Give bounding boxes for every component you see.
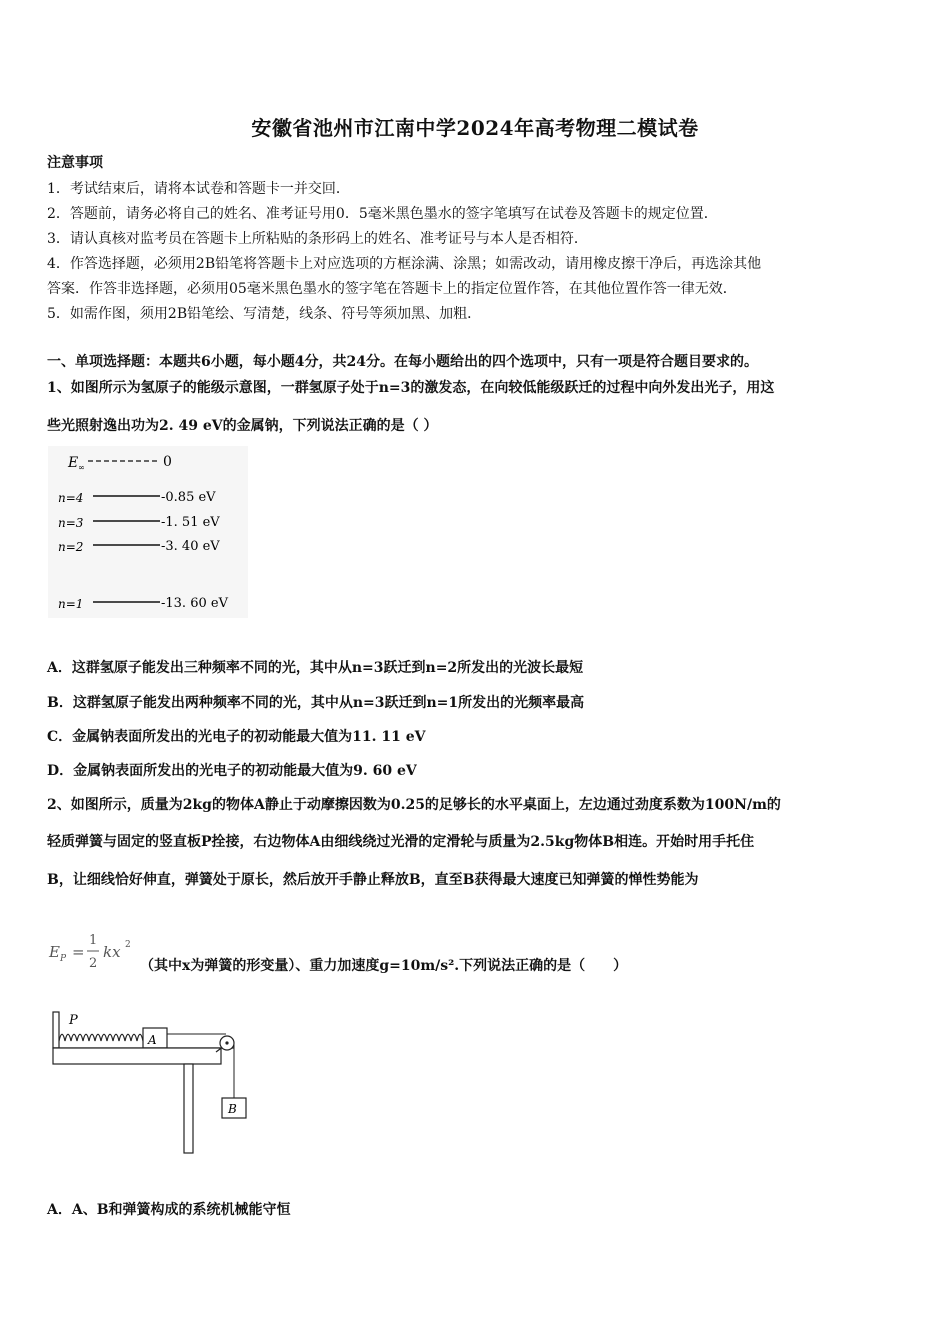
level-label: n=2 (58, 540, 84, 554)
energy-level-diagram (48, 446, 248, 618)
formula-denominator: 2 (89, 956, 98, 971)
pulley-axle (225, 1041, 228, 1044)
question-2-text: 轻质弹簧与固定的竖直板P拴接，右边物体A由细线绕过光滑的定滑轮与质量为2.5kg物体B相连。开始时用手托住 (47, 834, 755, 850)
notice-heading: 注意事项 (47, 155, 103, 171)
question-2-text: B，让细线恰好伸直，弹簧处于原长，然后放开手静止释放B，直至B获得最大速度已知弹簧的惮性势能为 (47, 872, 699, 888)
notice-item: 5．如需作图，须用2B铅笔绘、写清楚，线条、符号等须加黑、加粗． (47, 306, 482, 322)
question-2-text: （其中x为弹簧的形变量）、重力加速度g=10m/s².下列说法正确的是（ ） (140, 958, 628, 974)
vertical-plate (53, 1012, 59, 1048)
table-leg (184, 1064, 193, 1153)
option-a: A．A、B和弹簧构成的系统机械能守恒 (47, 1202, 291, 1218)
plate-label: P (69, 1013, 78, 1028)
question-1-text: 1、如图所示为氢原子的能级示意图，一群氢原子处于n=3的激发态，在向较低能级跃迁的过程中向外发出光子，用这 (47, 380, 775, 396)
question-2-text: 2、如图所示，质量为2kg的物体A静止于动摩擦因数为0.25的足够长的水平桌面上，左边通过劲度系数为100N/m的 (47, 797, 781, 813)
spring-energy-formula (47, 930, 137, 975)
level-label: n=3 (58, 516, 84, 530)
formula-equals: = (72, 943, 85, 961)
notice-item: 1．考试结束后，请将本试卷和答题卡一并交回． (47, 181, 350, 197)
level-energy: -13. 60 eV (161, 596, 228, 611)
formula-subscript: P (60, 954, 67, 964)
page-title: 安徽省池州市江南中学2024年高考物理二模试卷 (251, 116, 699, 140)
level-value-infinity: 0 (163, 454, 172, 470)
level-energy: -1. 51 eV (161, 515, 220, 530)
spring (59, 1034, 143, 1041)
table-top (53, 1048, 221, 1064)
notice-item: 3．请认真核对监考员在答题卡上所粘贴的条形码上的姓名、准考证号与本人是否相符． (47, 231, 588, 247)
spring-pulley-diagram (48, 1008, 260, 1156)
notice-item: 答案．作答非选择题，必须用05毫米黑色墨水的签字笔在答题卡上的指定位置作答，在其他位置作答一律无效． (47, 281, 737, 297)
level-label: n=1 (58, 597, 84, 611)
formula-superscript: 2 (125, 940, 131, 950)
section-heading: 一、单项选择题：本题共6小题，每小题4分，共24分。在每小题给出的四个选项中，只有一项是符合题目要求的。 (47, 354, 758, 370)
level-label: n=4 (58, 491, 84, 505)
question-1-text: 些光照射逸出功为2. 49 eV的金属钠，下列说法正确的是（ ） (47, 418, 438, 434)
energy-label: E (68, 455, 79, 471)
formula-numerator: 1 (89, 933, 98, 948)
option-c: C．金属钠表面所发出的光电子的初动能最大值为11. 11 eV (47, 729, 426, 745)
notice-item: 2．答题前，请务必将自己的姓名、准考证号用0．5毫米黑色墨水的签字笔填写在试卷及答题卡的规定位置． (47, 206, 718, 222)
block-a-label: A (148, 1033, 157, 1047)
level-energy: -0.85 eV (161, 490, 216, 505)
option-b: B．这群氢原子能发出两种频率不同的光，其中从n=3跃迁到n=1所发出的光频率最高 (47, 695, 585, 711)
level-energy: -3. 40 eV (161, 539, 220, 554)
energy-subscript: ∞ (78, 463, 85, 472)
notice-item: 4．作答选择题，必须用2B铅笔将答题卡上对应选项的方框涂满、涂黑；如需改动，请用橡皮擦干净后，再选涂其他 (47, 256, 762, 272)
option-a: A．这群氢原子能发出三种频率不同的光，其中从n=3跃迁到n=2所发出的光波长最短 (47, 660, 584, 676)
block-b-label: B (228, 1102, 237, 1116)
formula-lhs: E (49, 943, 60, 961)
formula-rhs: kx (103, 943, 121, 961)
option-d: D．金属钠表面所发出的光电子的初动能最大值为9. 60 eV (47, 763, 417, 779)
